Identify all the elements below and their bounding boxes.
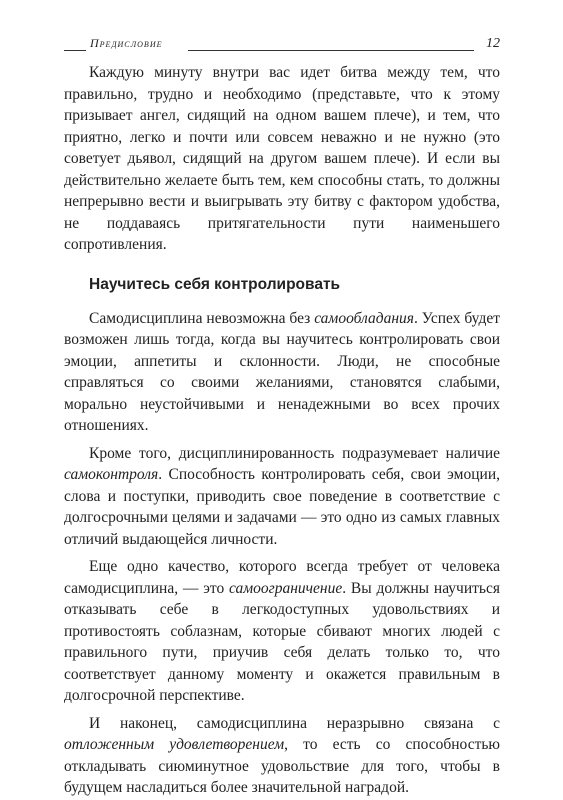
paragraph-delayed-gratification — [64, 713, 500, 799]
paragraph-self-possession — [64, 308, 500, 437]
intro-paragraph: Каждую минуту внутри вас идет битва между тем, что правильно, трудно и необходимо (представьте, что к этому призывает ангел, сидящий на одном вашем плече), и тем, что приятно, легко и почти или совсем неважно и не нужно (это советует дьявол, сидящий на другом вашем плече). И если вы действительно желаете быть тем, кем способны стать, то должны непрерывно вести и выигрывать эту битву с фактором удобства, не поддаваясь притягательности пути наименьшего сопротивления. — [64, 64, 500, 253]
section-heading: Научитесь себя контролировать — [89, 275, 341, 293]
paragraph-self-restraint — [64, 556, 500, 707]
emphasis-term: отложенным удовлетворением — [64, 736, 285, 753]
text: Самодисциплина невозможна без — [89, 309, 315, 327]
emphasis-term: самообладания — [314, 309, 414, 327]
emphasis-term: самоограничение — [229, 579, 343, 597]
emphasis-term: самоконтроля — [64, 466, 159, 483]
text: . Успех будет возможен лишь тогда, когда вы научитесь контролировать свои эмоции, аппетиты и склонности. Люди, не способные справляться со своими желаниями, становятся слабыми, морально неустойчивыми и ненадежными во всех прочих отношениях. — [64, 309, 500, 434]
text: Еще одно качество, которого всегда требует от человека самодисциплина, — это — [64, 558, 500, 597]
text: . Вы должны научиться отказывать себе в легкодоступных удовольствиях и противостоять соблазнам, которые сбивают многих людей с правильного пути, приучив себя делать только то, что соответствует данному моменту и окажется правильным в долгосрочной перспективе. — [64, 579, 500, 704]
text: Кроме того, дисциплинированность подразумевает наличие — [89, 444, 500, 462]
text: И наконец, самодисциплина неразрывно связана с — [89, 714, 500, 732]
header-title: Предисловие — [90, 36, 163, 50]
header-rule-left — [64, 50, 86, 51]
running-header — [64, 36, 500, 56]
text: . Способность контролировать себя, свои эмоции, слова и поступки, приводить свое поведение в соответствие с долгосрочными целями и задачами — это одно из самых главных отличий выдающейся личности. — [64, 466, 500, 548]
page-number: 12 — [486, 36, 500, 51]
header-rule — [188, 50, 474, 51]
paragraph-self-control — [64, 443, 500, 551]
text: , то есть со способностью откладывать сиюминутное удовольствие для того, чтобы в будущем насладиться более значительной наградой. — [64, 736, 500, 796]
page-body — [64, 62, 500, 799]
